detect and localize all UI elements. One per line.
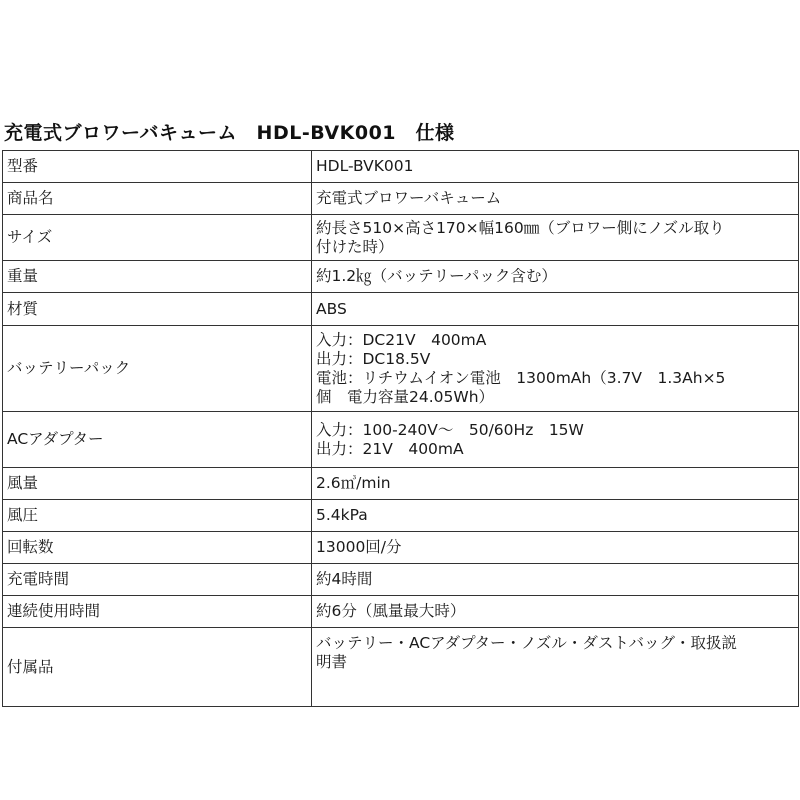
spec-value-line: バッテリー・ACアダプター・ノズル・ダストバッグ・取扱説	[316, 634, 738, 652]
spec-value-line: ABS	[316, 299, 347, 318]
spec-value-line: HDL-BVK001	[316, 157, 414, 175]
spec-row-battery-pack	[3, 326, 799, 412]
spec-label: 連続使用時間	[3, 596, 312, 628]
spec-value-line: 出力：21V 400mA	[316, 439, 464, 458]
spec-value	[312, 532, 799, 564]
spec-row-air-pressure	[3, 500, 799, 532]
page-title: 充電式ブロワーバキューム HDL-BVK001 仕様	[4, 122, 455, 144]
spec-value	[312, 596, 799, 628]
spec-value-line: 明書	[316, 653, 348, 671]
spec-row-size	[3, 215, 799, 261]
spec-value-line: 約1.2㎏（バッテリーパック含む）	[316, 267, 557, 285]
spec-value-line: 約6分（風量最大時）	[316, 602, 466, 620]
spec-label: 風量	[3, 468, 312, 500]
spec-value	[312, 183, 799, 215]
spec-value-line: 入力：DC21V 400mA	[316, 330, 487, 349]
spec-value	[312, 215, 799, 261]
spec-row-ac-adapter	[3, 412, 799, 468]
spec-row-airflow	[3, 468, 799, 500]
spec-label: 風圧	[3, 500, 312, 532]
spec-row-accessories	[3, 628, 799, 707]
spec-value-line: 電池：リチウムイオン電池 1300mAh（3.7V 1.3Ah×5	[316, 368, 726, 387]
spec-label: 材質	[3, 293, 312, 326]
spec-label: 付属品	[3, 628, 312, 707]
spec-value	[312, 500, 799, 532]
spec-value-line: 出力：DC18.5V	[316, 349, 431, 368]
spec-value	[312, 628, 799, 707]
spec-row-continuous-use-time	[3, 596, 799, 628]
spec-label: 充電時間	[3, 564, 312, 596]
spec-value	[312, 261, 799, 293]
spec-value	[312, 151, 799, 183]
spec-row-model	[3, 151, 799, 183]
spec-label: 型番	[3, 151, 312, 183]
spec-value-line: 2.6㎥/min	[316, 474, 391, 492]
spec-row-product-name	[3, 183, 799, 215]
spec-value	[312, 293, 799, 326]
spec-label: サイズ	[3, 215, 312, 261]
spec-value-line: 13000回/分	[316, 538, 402, 556]
spec-row-weight	[3, 261, 799, 293]
spec-table	[2, 150, 799, 707]
spec-label: 商品名	[3, 183, 312, 215]
spec-value-line: 約4時間	[316, 570, 373, 588]
spec-label: 重量	[3, 261, 312, 293]
spec-value-line: 個 電力容量24.05Wh）	[316, 387, 495, 406]
spec-label: バッテリーパック	[3, 326, 312, 412]
spec-value	[312, 412, 799, 468]
spec-value	[312, 564, 799, 596]
spec-label: 回転数	[3, 532, 312, 564]
spec-value-line: 入力：100-240V～ 50/60Hz 15W	[316, 420, 584, 439]
spec-value-line: 約長さ510×高さ170×幅160㎜（ブロワー側にノズル取り	[316, 218, 725, 237]
spec-value-line: 付けた時）	[316, 237, 394, 256]
spec-row-rotation-speed	[3, 532, 799, 564]
spec-label: ACアダプター	[3, 412, 312, 468]
spec-value-line: 5.4kPa	[316, 506, 368, 524]
spec-value	[312, 326, 799, 412]
spec-value-line: 充電式ブロワーバキューム	[316, 189, 502, 207]
spec-row-material	[3, 293, 799, 326]
spec-row-charge-time	[3, 564, 799, 596]
spec-value	[312, 468, 799, 500]
